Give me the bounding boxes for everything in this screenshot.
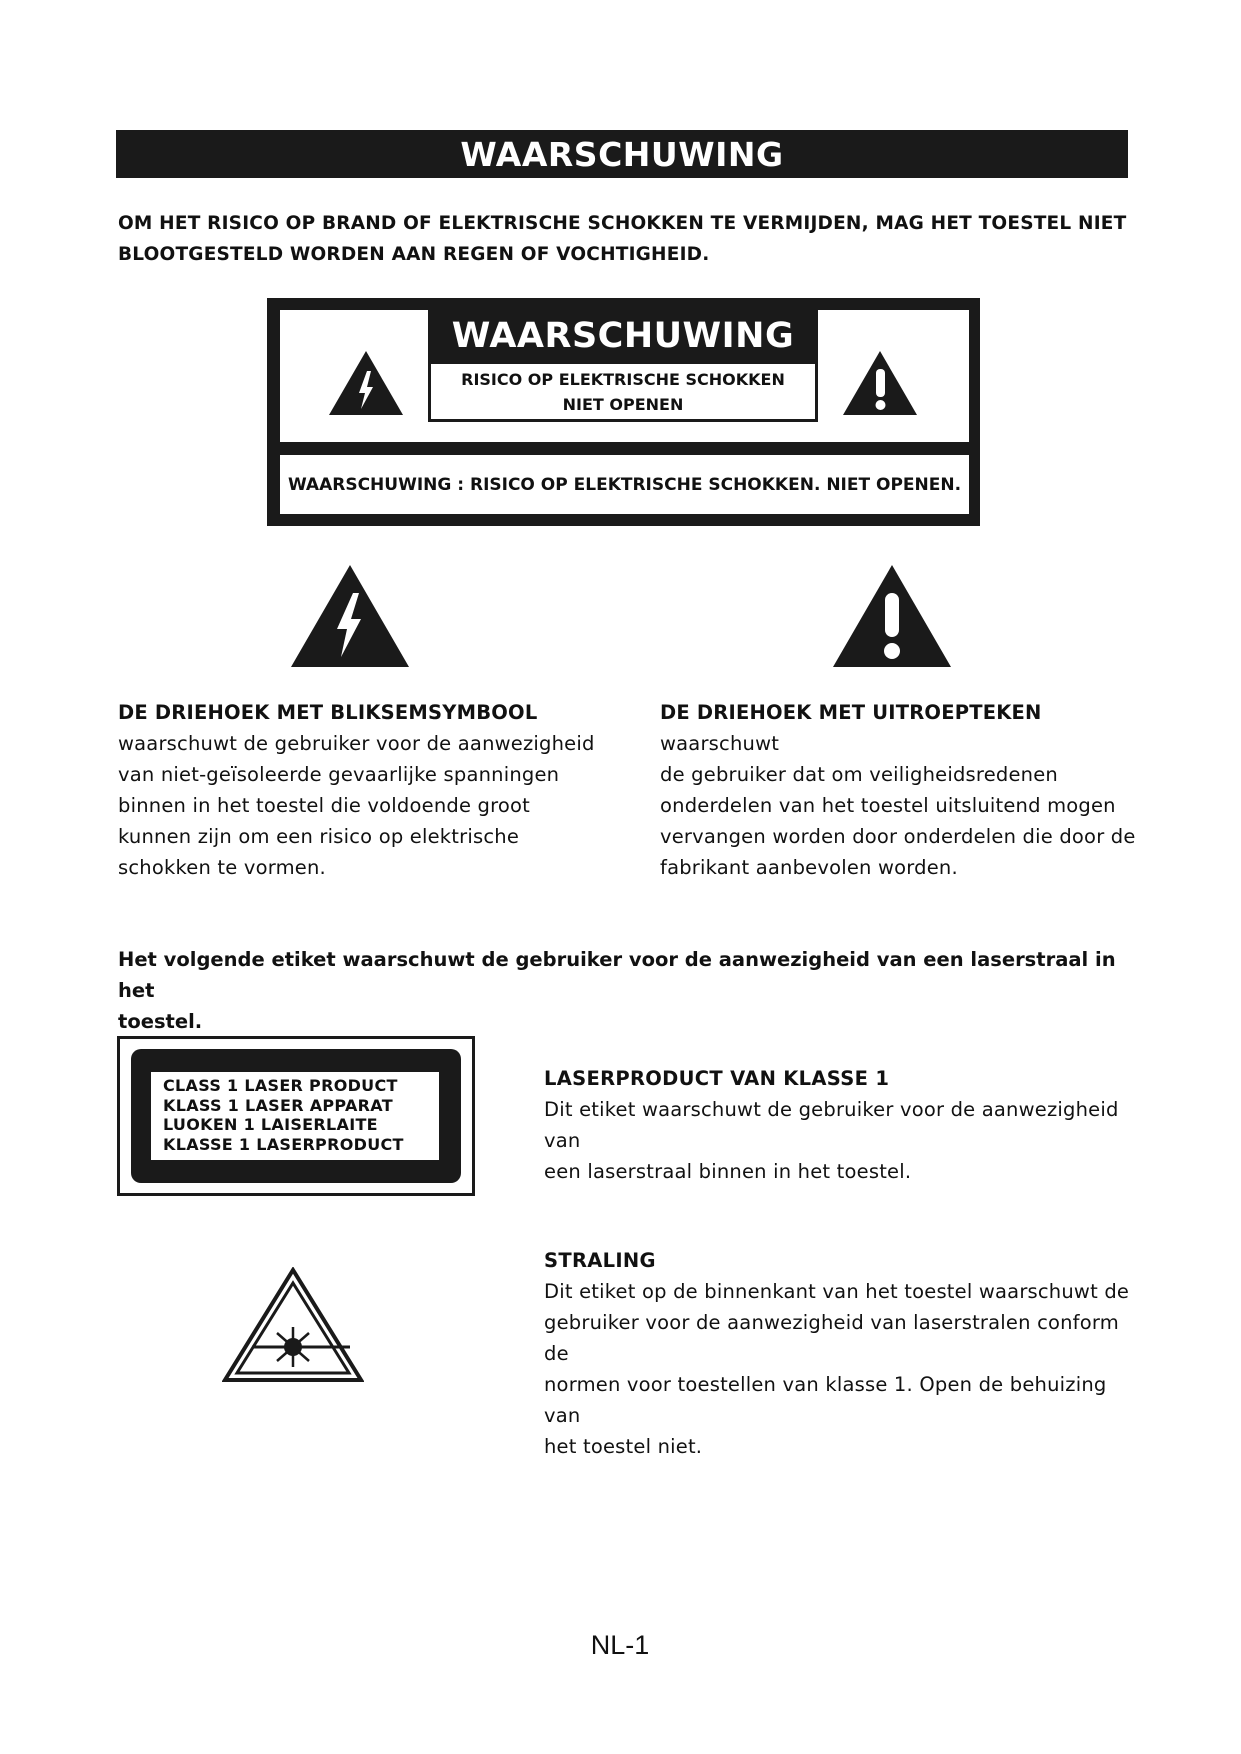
- laser-note-line-1: Het volgende etiket waarschuwt de gebruiker voor de aanwezigheid van een laserstraal in het: [118, 948, 1116, 1002]
- laser-label: [151, 1072, 439, 1160]
- radiation-line-1: Dit etiket op de binnenkant van het toestel waarschuwt de: [544, 1280, 1130, 1303]
- intro-warning-line-1: OM HET RISICO OP BRAND OF ELEKTRISCHE SCHOKKEN TE VERMIJDEN, MAG HET TOESTEL NIET: [118, 213, 1127, 234]
- lightning-line-3: binnen in het toestel die voldoende groot: [118, 794, 531, 817]
- laser-label-line-4: KLASSE 1 LASERPRODUCT: [163, 1134, 404, 1154]
- label-exclamation-triangle-icon: [841, 349, 919, 417]
- exclamation-triangle-icon: [831, 563, 953, 669]
- exclamation-line-2: onderdelen van het toestel uitsluitend mogen: [660, 794, 1116, 817]
- radiation-heading: STRALING: [544, 1249, 656, 1272]
- radiation-line-3: normen voor toestellen van klasse 1. Open de behuizing van: [544, 1373, 1107, 1427]
- laser-label-line-1: CLASS 1 LASER PRODUCT: [163, 1076, 398, 1095]
- exclamation-line-1: de gebruiker dat om veiligheidsredenen: [660, 763, 1058, 786]
- laser-product-heading: LASERPRODUCT VAN KLASSE 1: [544, 1067, 890, 1090]
- intro-warning: [118, 208, 1128, 270]
- label-lightning-triangle-icon: [327, 349, 405, 417]
- lightning-line-4: kunnen zijn om een risico op elektrische: [118, 825, 520, 848]
- warning-label-subtitle: [431, 364, 815, 419]
- lightning-line-2: van niet-geïsoleerde gevaarlijke spanningen: [118, 763, 560, 786]
- lightning-heading: DE DRIEHOEK MET BLIKSEMSYMBOOL: [118, 701, 538, 724]
- exclamation-description: [660, 697, 1140, 883]
- lightning-line-1: waarschuwt de gebruiker voor de aanwezigheid: [118, 732, 595, 755]
- laser-radiation-triangle-icon: [222, 1267, 364, 1383]
- lightning-triangle-icon: [289, 563, 411, 669]
- radiation-line-4: het toestel niet.: [544, 1435, 703, 1458]
- laser-label-line-2: KLASS 1 LASER APPARAT: [163, 1095, 393, 1115]
- intro-warning-line-2: BLOOTGESTELD WORDEN AAN REGEN OF VOCHTIGHEID.: [118, 244, 710, 265]
- exclamation-line-4: fabrikant aanbevolen worden.: [660, 856, 958, 879]
- warning-label-subtitle-line-2: NIET OPENEN: [562, 394, 684, 414]
- exclamation-line-3: vervangen worden door onderdelen die door de: [660, 825, 1136, 848]
- page-number: NL-1: [590, 1630, 650, 1660]
- exclamation-heading: DE DRIEHOEK MET UITROEPTEKEN: [660, 701, 1042, 724]
- laser-label-line-3: LUOKEN 1 LAISERLAITE: [163, 1115, 378, 1134]
- laser-product-description: [544, 1063, 1144, 1187]
- warning-label-subtitle-line-1: RISICO OP ELEKTRISCHE SCHOKKEN: [461, 369, 785, 389]
- page-title-banner: WAARSCHUWING: [116, 130, 1128, 178]
- lightning-line-5: schokken te vormen.: [118, 856, 326, 879]
- laser-product-line-2: een laserstraal binnen in het toestel.: [544, 1160, 912, 1183]
- warning-label-title: WAARSCHUWING: [451, 316, 795, 356]
- radiation-line-2: gebruiker voor de aanwezigheid van laserstralen conform de: [544, 1311, 1119, 1365]
- radiation-description: [544, 1245, 1144, 1462]
- exclamation-heading-tail: waarschuwt: [660, 732, 780, 755]
- laser-note: [118, 944, 1128, 1037]
- lightning-description: [118, 697, 598, 883]
- warning-label-bottom-text: WAARSCHUWING : RISICO OP ELEKTRISCHE SCHOKKEN. NIET OPENEN.: [280, 455, 969, 514]
- laser-note-line-2: toestel.: [118, 1010, 203, 1033]
- laser-product-line-1: Dit etiket waarschuwt de gebruiker voor de aanwezigheid van: [544, 1098, 1119, 1152]
